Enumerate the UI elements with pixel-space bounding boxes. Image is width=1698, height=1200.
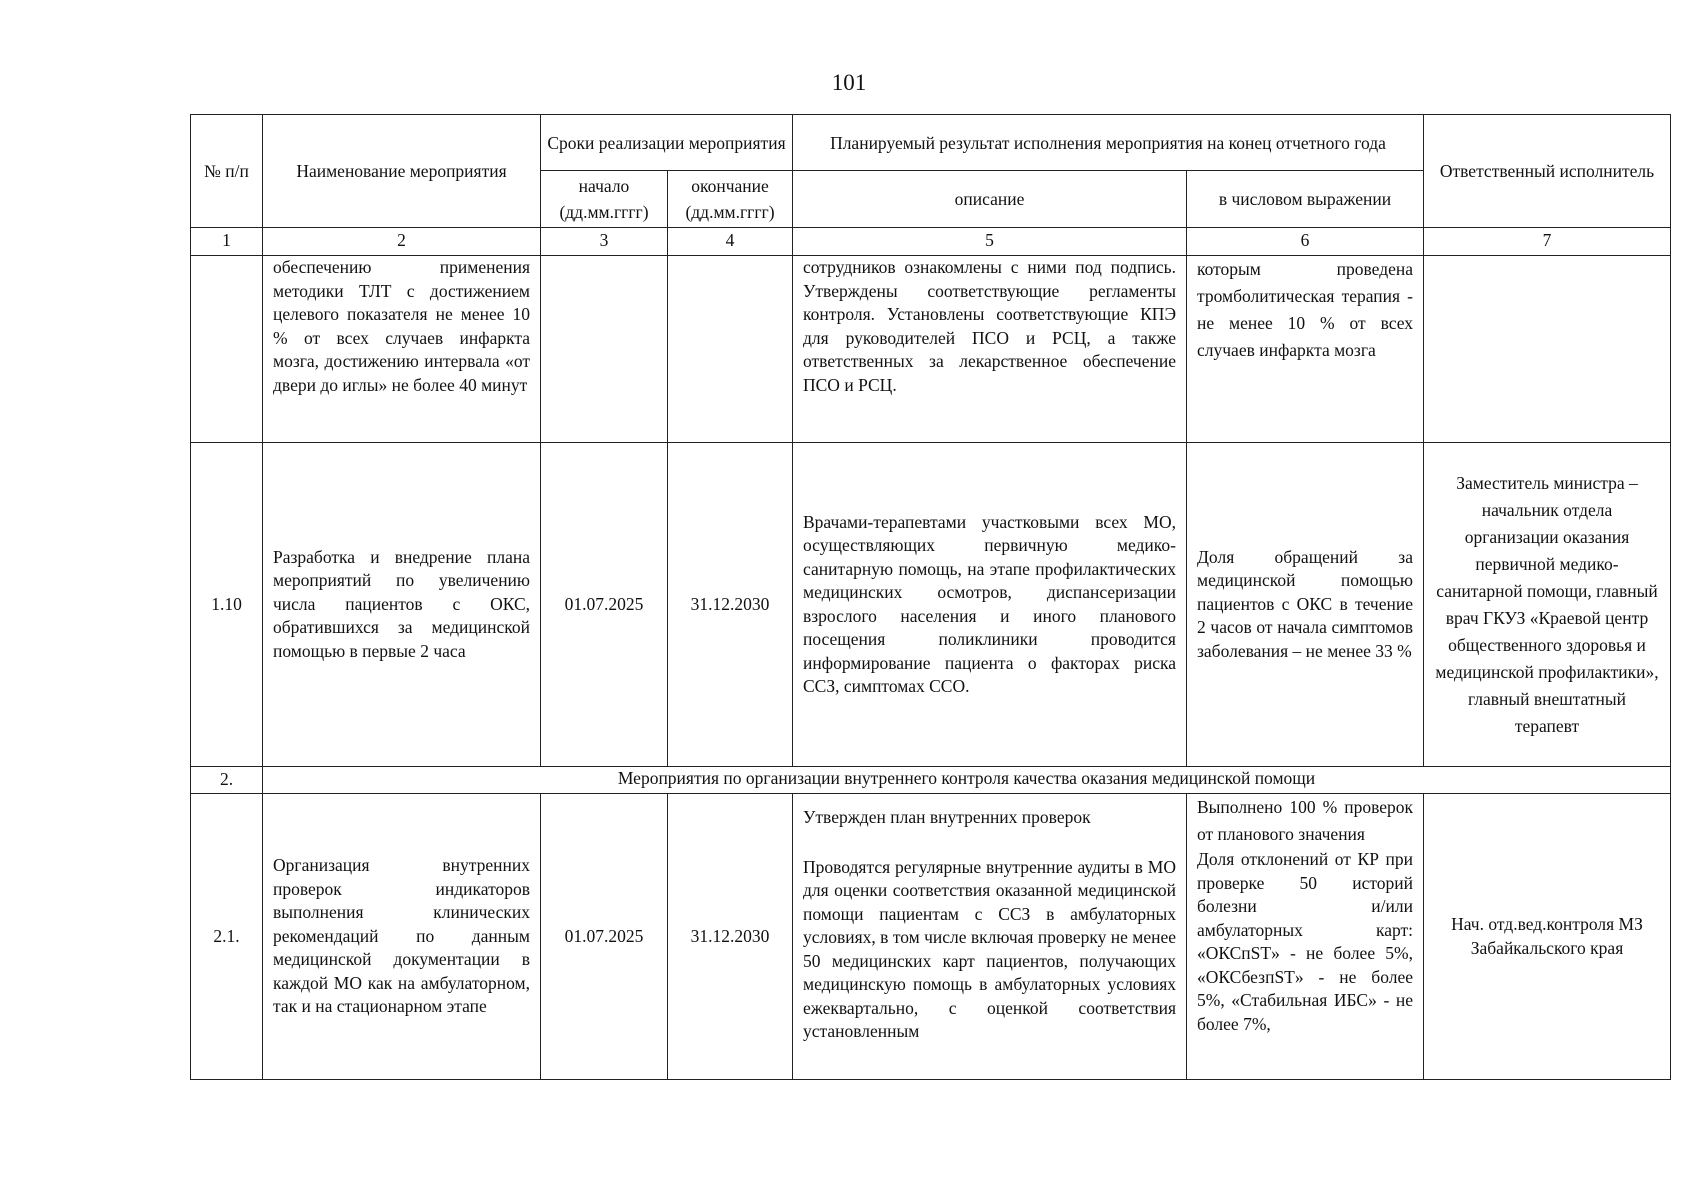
header-no: № п/п: [191, 115, 263, 228]
start-date: [541, 256, 668, 443]
row-number: [191, 256, 263, 443]
description-paragraph: Утвержден план внутренних проверок: [803, 807, 1091, 827]
table-row: [191, 794, 1671, 1080]
page-number: 101: [831, 70, 867, 95]
header-name: Наименование мероприятия: [263, 115, 541, 228]
end-date: [668, 256, 793, 443]
header-description: описание: [793, 171, 1187, 228]
row-number: 1.10: [191, 443, 263, 767]
numeric-paragraph: Выполнено 100 % проверок от планового значения: [1197, 797, 1413, 844]
result-numeric: [1187, 794, 1424, 1080]
result-numeric: которым проведена тромболитическая терапия - не менее 10 % от всех случаев инфаркта мозга: [1187, 256, 1424, 443]
column-number: 4: [668, 228, 793, 256]
end-date: 31.12.2030: [668, 794, 793, 1080]
measures-table: [190, 114, 1671, 1080]
column-number: 7: [1424, 228, 1671, 256]
start-date: 01.07.2025: [541, 794, 668, 1080]
section-title: Мероприятия по организации внутреннего контроля качества оказания медицинской помощи: [263, 767, 1671, 794]
numeric-paragraph: Доля отклонений от КР при проверке 50 историй болезни и/или амбулаторных карт: «ОКСпST» - не более 5%, «ОКСбезпST» - не более 5%, «Стабильная ИБС» - не более 7%,: [1197, 849, 1413, 1034]
result-numeric: Доля обращений за медицинской помощью пациентов с ОКС в течение 2 часов от начала симптомов заболевания – не менее 33 %: [1187, 443, 1424, 767]
header-end: окончание (дд.мм.гггг): [668, 171, 793, 228]
column-number: 2: [263, 228, 541, 256]
description-paragraph: Проводятся регулярные внутренние аудиты в МО для оценки соответствия оказанной медицинской помощи пациентам с ССЗ в амбулаторных условиях, в том числе включая проверку не менее 50 медицинских карт пациентов, получающих медицинскую помощь в амбулаторных условиях ежеквартально, с оценкой соответствия установленным: [803, 856, 1176, 1041]
column-number: 1: [191, 228, 263, 256]
header-numeric: в числовом выражении: [1187, 171, 1424, 228]
result-description: Врачами-терапевтами участковыми всех МО, осуществляющих первичную медико-санитарную помощь, на этапе профилактических медицинских осмотров, диспансеризации взрослого населения и иного планового посещения поликлиники проводится информирование пациента о факторах риска ССЗ, симптомах ССО.: [793, 443, 1187, 767]
responsible: [1424, 256, 1671, 443]
measure-name: Организация внутренних проверок индикаторов выполнения клинических рекомендаций по данным медицинской документации в каждой МО как на амбулаторном, так и на стационарном этапе: [263, 794, 541, 1080]
responsible: Нач. отд.вед.контроля МЗ Забайкальского края: [1424, 794, 1671, 1080]
measure-name: обеспечению применения методики ТЛТ с достижением целевого показателя не менее 10 % от всех случаев инфаркта мозга, достижению интервала «от двери до иглы» не более 40 минут: [263, 256, 541, 443]
row-number: 2.1.: [191, 794, 263, 1080]
column-number: 6: [1187, 228, 1424, 256]
table-row: [191, 256, 1671, 443]
table-row: [191, 443, 1671, 767]
measure-name: Разработка и внедрение плана мероприятий по увеличению числа пациентов с ОКС, обратившихся за медицинской помощью в первые 2 часа: [263, 443, 541, 767]
result-description: сотрудников ознакомлены с ними под подпись. Утверждены соответствующие регламенты контроля. Установлены соответствующие КПЭ для руководителей ПСО и РСЦ, а также ответственных за лекарственное обеспечение ПСО и РСЦ.: [793, 256, 1187, 443]
section-row: [191, 767, 1671, 794]
column-number: 3: [541, 228, 668, 256]
result-description: [793, 794, 1187, 1080]
column-numbers-row: [191, 228, 1671, 256]
start-date: 01.07.2025: [541, 443, 668, 767]
header-start: начало (дд.мм.гггг): [541, 171, 668, 228]
end-date: 31.12.2030: [668, 443, 793, 767]
responsible: Заместитель министра – начальник отдела организации оказания первичной медико-санитарной помощи, главный врач ГКУЗ «Краевой центр общественного здоровья и медицинской профилактики», главный внештатный терапевт: [1424, 443, 1671, 767]
section-number: 2.: [191, 767, 263, 794]
header-result: Планируемый результат исполнения мероприятия на конец отчетного года: [793, 115, 1424, 171]
header-terms: Сроки реализации мероприятия: [541, 115, 793, 171]
header-responsible: Ответственный исполнитель: [1424, 115, 1671, 228]
column-number: 5: [793, 228, 1187, 256]
